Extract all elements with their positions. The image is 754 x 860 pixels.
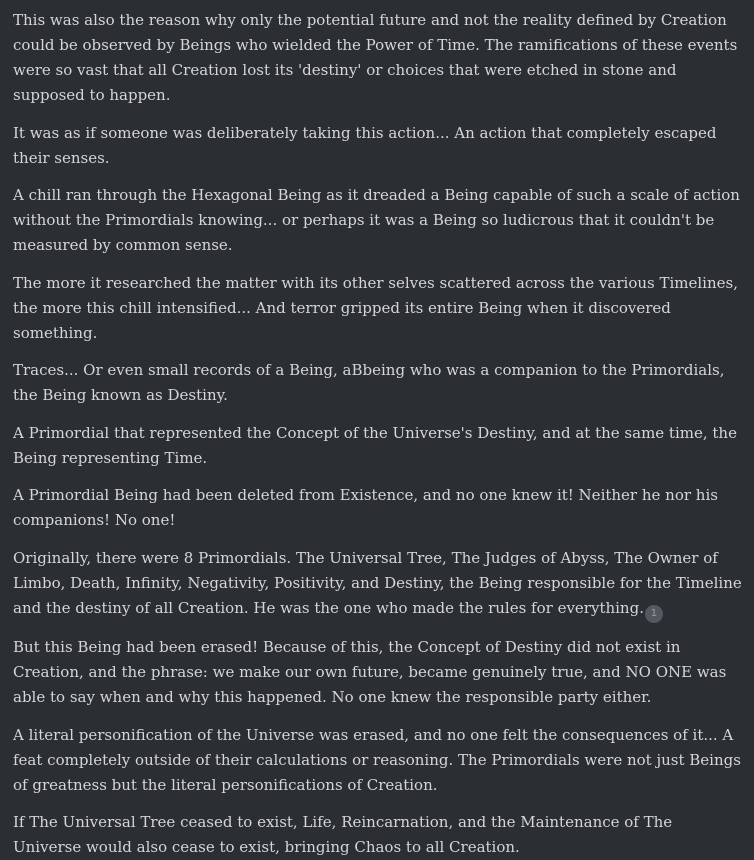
chapter-paragraph: Traces... Or even small records of a Being, aBbeing who was a companion to the Primordials, the Being known as Destiny. bbox=[13, 361, 725, 404]
chapter-paragraph: A literal personification of the Universe was erased, and no one felt the consequences of it... A feat completely outside of their calculations or reasoning. The Primordials were not just Beings of greatness but the literal personifications of Creation. bbox=[13, 725, 741, 794]
chapter-paragraph-text: Originally, there were 8 Primordials. The Universal Tree, The Judges of Abyss, The Owner of Limbo, Death, Infinity, Negativity, Positivity, and Destiny, the Being responsible for the Timeline and the destiny of all Creation. He was the one who made the rules for everything. bbox=[13, 548, 742, 617]
chapter-paragraph: If The Universal Tree ceased to exist, Life, Reincarnation, and the Maintenance of The Universe would also cease to exist, bringing Chaos to all Creation. bbox=[13, 813, 673, 856]
chapter-paragraph: The more it researched the matter with its other selves scattered across the various Timelines, the more this chill intensified... And terror gripped its entire Being when it discovered something. bbox=[13, 273, 738, 342]
chapter-paragraph: This was also the reason why only the potential future and not the reality defined by Creation could be observed by Beings who wielded the Power of Time. The ramifications of these events were so vast that all Creation lost its 'destiny' or choices that were etched in stone and supposed to happen. bbox=[13, 11, 738, 104]
chapter-paragraph: A Primordial Being had been deleted from Existence, and no one knew it! Neither he nor his companions! No one! bbox=[13, 486, 718, 529]
chapter-paragraph: It was as if someone was deliberately taking this action... An action that completely escaped their senses. bbox=[13, 123, 717, 167]
paragraph-comment-badge[interactable]: 1 bbox=[645, 605, 663, 623]
chapter-paragraph: A chill ran through the Hexagonal Being as it dreaded a Being capable of such a scale of action without the Primordials knowing... or perhaps it was a Being so ludicrous that it couldn't be measured by common sense. bbox=[13, 186, 740, 254]
chapter-paragraph: But this Being had been erased! Because of this, the Concept of Destiny did not exist in Creation, and the phrase: we make our own future, became genuinely true, and NO ONE was able to say when and why this happened. No one knew the responsible party either. bbox=[13, 638, 727, 706]
chapter-paragraph: A Primordial that represented the Concept of the Universe's Destiny, and at the same time, the Being representing Time. bbox=[13, 423, 737, 467]
chapter-paragraph-with-comment bbox=[13, 546, 744, 623]
